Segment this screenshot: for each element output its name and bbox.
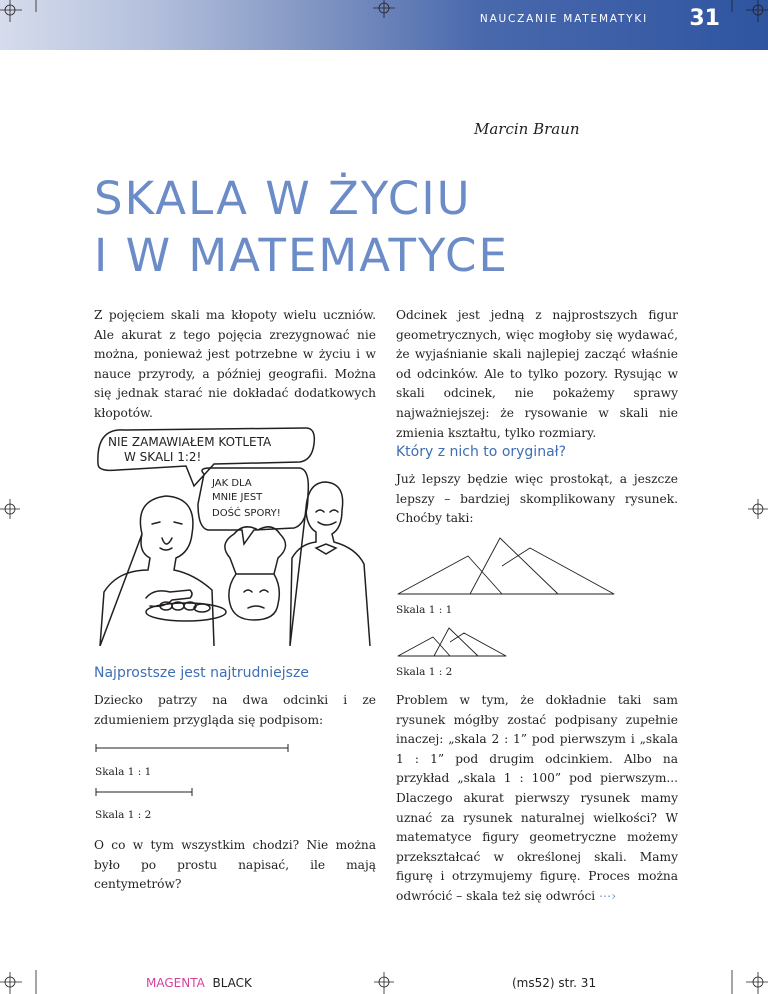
- crop-mark-bottom-center: [374, 972, 394, 994]
- segments-paragraph: Dziecko patrzy na dwa odcinki i ze zdumieniem przygląda się podpisom:: [94, 693, 376, 727]
- right-intro-paragraph: Odcinek jest jedną z najprostszych figur geometrycznych, więc mogłoby się wydawać, że wyjaśnianie skali najlepiej zacząć właśnie od odcinków. Ale to tylko pozory. Rysując w skali odcinek, nie pokażemy sprawy najważniejszej: że rysowanie w skali nie zmienia kształtu, tylko rozmiary.: [396, 308, 678, 440]
- main-body-paragraph: [396, 691, 678, 907]
- title-line-1: SKALA W ŻYCIU: [94, 172, 472, 225]
- footer-magenta: MAGENTA: [146, 976, 205, 990]
- crop-mark-top-center: [373, 0, 395, 18]
- speech-chef-line-1: JAK DLA: [212, 478, 252, 489]
- waiter-figure: [290, 482, 370, 646]
- section-heading-original: Który z nich to oryginał?: [396, 444, 567, 460]
- page-number: 31: [689, 6, 720, 31]
- figure-label-1-1: Skala 1 : 1: [396, 604, 453, 616]
- speech-customer-line-1: NIE ZAMAWIAŁEM KOTLETA: [108, 435, 272, 449]
- triangles-half-scale: [396, 624, 512, 658]
- rectangle-paragraph: Już lepszy będzie więc prostokąt, a jeszcze lepszy – bardziej skomplikowany rysunek. Choćby taki:: [396, 472, 678, 526]
- footer-colors: [146, 976, 252, 990]
- plate: [146, 603, 226, 621]
- crop-mark-mid-left: [0, 499, 20, 519]
- continue-arrow-icon: ⋯›: [599, 888, 617, 903]
- crop-mark-top-left: [0, 0, 36, 22]
- cartoon-illustration: [94, 424, 388, 646]
- crop-mark-top-right: [732, 0, 768, 22]
- speech-chef-line-3: DOŚĆ SPORY!: [212, 508, 281, 519]
- figure-label-1-2: Skala 1 : 2: [396, 666, 453, 678]
- segment-label-1-2: Skala 1 : 2: [95, 809, 152, 821]
- triangles-full-scale: [396, 532, 620, 596]
- section-header: NAUCZANIE MATEMATYKI: [479, 13, 648, 25]
- speech-chef-line-2: MNIE JEST: [212, 492, 263, 503]
- chef-figure: [225, 527, 286, 574]
- closing-question: O co w tym wszystkim chodzi? Nie można było po prostu napisać, ile mają centymetrów?: [94, 838, 376, 892]
- title-line-2: I W MATEMATYCE: [94, 229, 509, 282]
- customer-figure: [100, 496, 214, 646]
- crop-mark-bottom-right: [732, 970, 768, 994]
- crop-mark-bottom-left: [0, 970, 36, 994]
- author: Marcin Braun: [474, 120, 580, 138]
- speech-customer-line-2: W SKALI 1:2!: [124, 450, 202, 464]
- intro-paragraph: Z pojęciem skali ma kłopoty wielu uczniów. Ale akurat z tego pojęcia zrezygnować nie można, ponieważ jest potrzebne w życiu i w nauce przyrody, a później geografii. Można się jednak starać nie dokładać dodatkowych kłopotów.: [94, 308, 376, 420]
- footer-black: BLACK: [212, 976, 252, 990]
- segment-half-scale: [94, 786, 204, 798]
- main-body-text: Problem w tym, że dokładnie taki sam rysunek mógłby zostać podpisany zupełnie inaczej: „skala 2 : 1” pod pierwszym i „skala 1 : 1” pod drugim odcinkiem. Albo na przykład „skala 1 : 100” pod pierwszym... Dlaczego akurat pierwszy rysunek mamy uznać za rysunek naturalnej wielkości? W matematyce figury geometryczne możemy przekształcać w określonej skali. Mamy figurę i otrzymujemy figurę. Proces można odwrócić – skala też się odwróci: [396, 693, 678, 903]
- footer-page-info: (ms52) str. 31: [512, 976, 597, 990]
- crop-mark-mid-right: [748, 499, 768, 519]
- segment-full-scale: [94, 742, 294, 754]
- article-title: [94, 170, 509, 284]
- segment-label-1-1: Skala 1 : 1: [95, 766, 152, 778]
- section-heading-simplest: Najprostsze jest najtrudniejsze: [94, 665, 309, 681]
